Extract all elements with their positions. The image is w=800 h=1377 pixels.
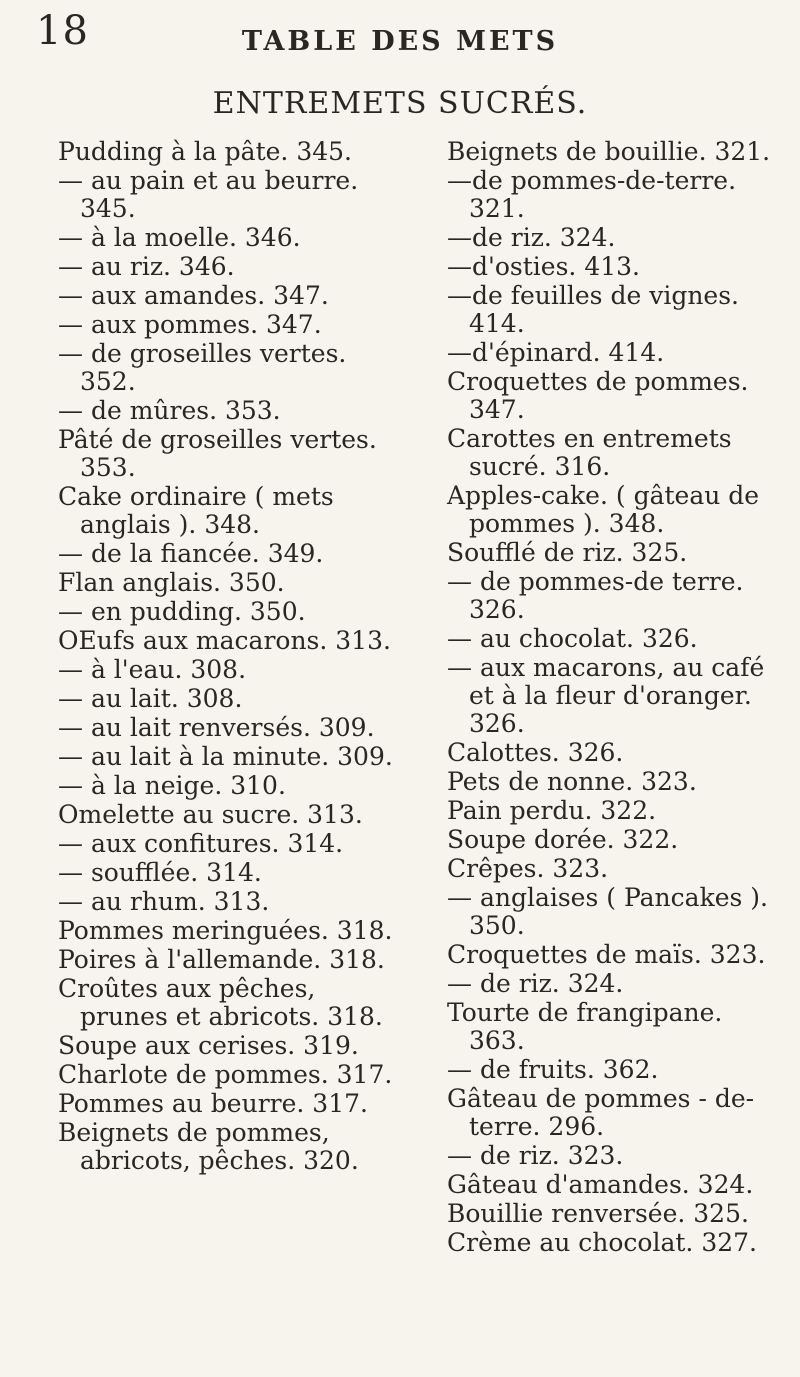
index-entry: — à l'eau. 308.: [58, 655, 247, 684]
index-entry: Beignets de bouillie. 321.: [447, 137, 771, 166]
index-entry: — à la moelle. 346.: [58, 223, 301, 252]
index-entry: Crêpes. 323.: [447, 854, 609, 883]
index-entry: — soufflée. 314.: [58, 858, 262, 887]
index-entry: — au riz. 346.: [58, 252, 235, 281]
index-entry: Crème au chocolat. 327.: [447, 1228, 757, 1257]
index-entry: Beignets de pommes, abricots, pêches. 320.: [58, 1118, 359, 1175]
index-entry: — de groseilles vertes. 352.: [58, 339, 347, 396]
index-entry: Gâteau d'amandes. 324.: [447, 1170, 754, 1199]
index-entry: Cake ordinaire ( mets anglais ). 348.: [58, 482, 334, 539]
index-entry: Flan anglais. 350.: [58, 568, 285, 597]
index-entry: Pudding à la pâte. 345.: [58, 137, 352, 166]
index-entry: — aux confitures. 314.: [58, 829, 344, 858]
index-entry: Pets de nonne. 323.: [447, 767, 697, 796]
index-entry: — au lait. 308.: [58, 684, 243, 713]
index-entry: Croquettes de maïs. 323.: [447, 940, 766, 969]
right-column: [447, 138, 782, 1258]
index-entry: — de mûres. 353.: [58, 396, 281, 425]
index-entry: Omelette au sucre. 313.: [58, 800, 363, 829]
index-entry: Charlote de pommes. 317.: [58, 1060, 393, 1089]
index-entry: Carottes en entremets sucré. 316.: [447, 424, 732, 481]
index-entry: — anglaises ( Pancakes ). 350.: [447, 883, 768, 940]
index-entry: — de pommes-de terre. 326.: [447, 567, 744, 624]
index-entry: OEufs aux macarons. 313.: [58, 626, 391, 655]
index-entry: — à la neige. 310.: [58, 771, 286, 800]
page-number: 18: [36, 8, 89, 54]
index-entry: Pommes meringuées. 318.: [58, 916, 393, 945]
index-entry: Tourte de frangipane. 363.: [447, 998, 723, 1055]
index-entry: Poires à l'allemande. 318.: [58, 945, 385, 974]
left-column: [58, 138, 398, 1176]
index-entry: Pain perdu. 322.: [447, 796, 657, 825]
section-title: ENTREMETS SUCRÉS.: [212, 86, 588, 121]
running-head: TABLE DES METS: [241, 26, 559, 57]
index-entry: Croquettes de pommes. 347.: [447, 367, 749, 424]
index-entry: — au chocolat. 326.: [447, 624, 698, 653]
index-entry: Bouillie renversée. 325.: [447, 1199, 749, 1228]
index-entry: — en pudding. 350.: [58, 597, 306, 626]
index-entry: —de pommes-de-terre. 321.: [447, 166, 737, 223]
index-entry: —d'épinard. 414.: [447, 338, 665, 367]
index-entry: — de riz. 323.: [447, 1141, 624, 1170]
index-entry: — au pain et au beurre. 345.: [58, 166, 359, 223]
index-entry: Calottes. 326.: [447, 738, 624, 767]
index-entry: — aux macarons, au café et à la fleur d'oranger. 326.: [447, 653, 765, 738]
index-entry: — de fruits. 362.: [447, 1055, 659, 1084]
index-entry: Soufflé de riz. 325.: [447, 538, 688, 567]
index-entry: — aux amandes. 347.: [58, 281, 329, 310]
index-entry: —de feuilles de vignes. 414.: [447, 281, 739, 338]
index-entry: Pommes au beurre. 317.: [58, 1089, 368, 1118]
index-entry: — au rhum. 313.: [58, 887, 270, 916]
index-entry: — de riz. 324.: [447, 969, 624, 998]
index-entry: Apples-cake. ( gâteau de pommes ). 348.: [447, 481, 760, 538]
index-entry: Soupe aux cerises. 319.: [58, 1031, 359, 1060]
index-entry: — au lait à la minute. 309.: [58, 742, 393, 771]
index-entry: Soupe dorée. 322.: [447, 825, 679, 854]
index-entry: Pâté de groseilles vertes. 353.: [58, 425, 377, 482]
index-entry: — de la fiancée. 349.: [58, 539, 324, 568]
index-entry: —d'osties. 413.: [447, 252, 640, 281]
index-entry: —de riz. 324.: [447, 223, 616, 252]
index-entry: Gâteau de pommes - de-terre. 296.: [447, 1084, 755, 1141]
index-entry: — aux pommes. 347.: [58, 310, 322, 339]
index-entry: — au lait renversés. 309.: [58, 713, 375, 742]
index-entry: Croûtes aux pêches, prunes et abricots. 318.: [58, 974, 383, 1031]
